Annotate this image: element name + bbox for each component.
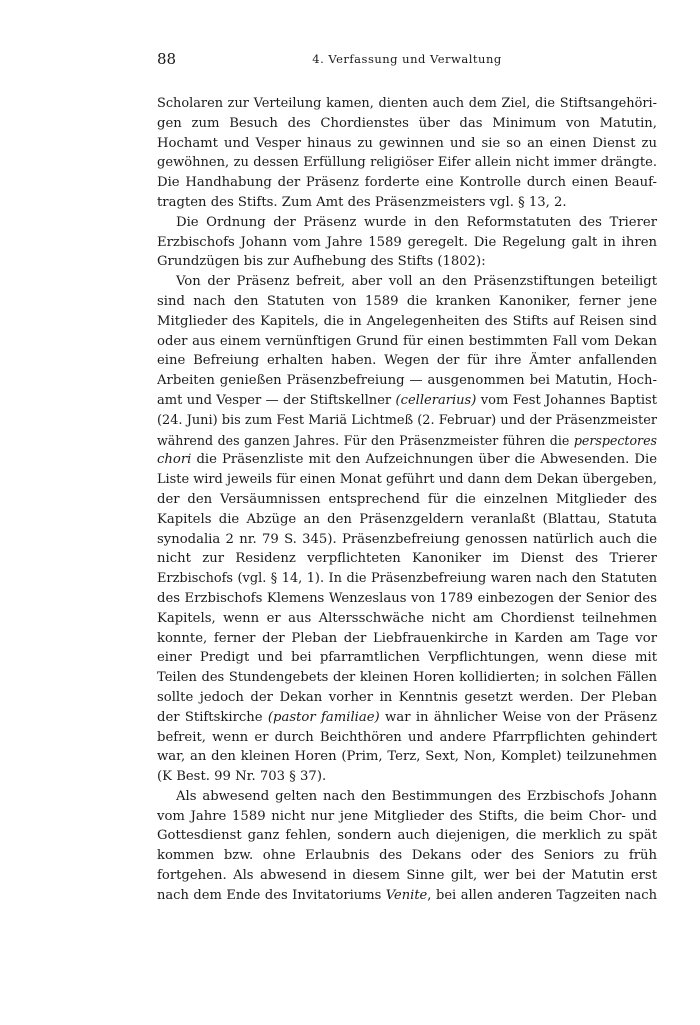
- text-segment: der den Versäumnissen entsprechend für die einzelnen Mitglieder des: [157, 491, 657, 507]
- text-line: [157, 292, 657, 312]
- text-segment: Liste wird jeweils für einen Monat geführt und dann dem Dekan übergeben,: [157, 472, 657, 488]
- text-line: [157, 866, 657, 886]
- text-line: [157, 312, 657, 332]
- text-segment: Grundzügen bis zur Aufhebung des Stifts (1802):: [157, 254, 486, 270]
- running-head: 4. Verfassung und Verwaltung: [312, 52, 502, 66]
- text-segment: fortgehen. Als abwesend in diesem Sinne gilt, wer bei der Matutin erst: [157, 868, 657, 884]
- text-segment: tragten des Stifts. Zum Amt des Präsenzmeisters vgl. § 13, 2.: [157, 194, 567, 210]
- body-text: [157, 94, 657, 906]
- text-line: [157, 450, 657, 470]
- text-segment: Scholaren zur Verteilung kamen, dienten auch dem Ziel, die Stiftsangehöri-: [157, 96, 657, 111]
- text-line: [157, 490, 657, 510]
- text-segment: einer Predigt und bei pfarramtlichen Verpflichtungen, wenn diese mit: [157, 650, 657, 666]
- text-segment: Erzbischofs (vgl. § 14, 1). In die Präsenzbefreiung waren nach den Statuten: [157, 571, 657, 587]
- text-line: [157, 371, 657, 391]
- text-line: [157, 391, 657, 411]
- text-line: [157, 470, 657, 490]
- text-segment: Hochamt und Vesper hinaus zu gewinnen und sie so an einen Dienst zu: [157, 135, 657, 151]
- text-segment: (K Best. 99 Nr. 703 § 37).: [157, 769, 327, 785]
- text-line: [157, 411, 657, 431]
- text-line: [157, 629, 657, 649]
- text-segment: (cellerarius): [395, 392, 477, 408]
- text-line: [157, 747, 657, 767]
- text-line: [157, 886, 657, 906]
- text-line: [157, 807, 657, 827]
- text-segment: Kapitels die Abzüge an den Präsenzgeldern veranlaßt (Blattau, Statuta: [157, 511, 657, 527]
- text-segment: der Stiftskirche: [157, 709, 268, 725]
- text-segment: (pastor familiae): [267, 709, 380, 725]
- text-line: [157, 153, 657, 173]
- text-line: [157, 688, 657, 708]
- text-line: [157, 728, 657, 748]
- text-line: [157, 708, 657, 728]
- text-segment: gen zum Besuch des Chordienstes über das Minimum von Matutin,: [157, 115, 657, 131]
- text-line: [157, 173, 657, 193]
- text-segment: die Präsenzliste mit den Aufzeichnungen über die Abwesenden. Die: [191, 452, 657, 468]
- text-segment: synodalia 2 nr. 79 S. 345). Präsenzbefreiung genossen natürlich auch die: [157, 531, 657, 547]
- text-line: [157, 787, 657, 807]
- text-line: [157, 609, 657, 629]
- page-number: 88: [157, 50, 177, 68]
- text-segment: Von der Präsenz befreit, aber voll an den Präsenzstiftungen beteiligt: [176, 274, 657, 290]
- text-segment: nach dem Ende des Invitatoriums: [157, 887, 386, 903]
- text-segment: Gottesdienst ganz fehlen, sondern auch diejenigen, die merklich zu spät: [157, 828, 657, 844]
- text-segment: nicht zur Residenz verpflichteten Kanoniker im Dienst des Trierer: [157, 551, 657, 567]
- text-line: [157, 134, 657, 154]
- text-segment: gewöhnen, zu dessen Erfüllung religiöser Eifer allein nicht immer drängte.: [157, 155, 657, 171]
- text-line: [157, 114, 657, 134]
- text-segment: des Erzbischofs Klemens Wenzeslaus von 1789 einbezogen der Senior des: [157, 590, 657, 606]
- text-segment: eine Befreiung erhalten haben. Wegen der für ihre Ämter anfallenden: [157, 353, 657, 369]
- text-line: [157, 589, 657, 609]
- page-header: [157, 50, 657, 72]
- text-segment: chori: [157, 452, 192, 468]
- text-line: [157, 351, 657, 371]
- text-segment: Als abwesend gelten nach den Bestimmungen des Erzbischofs Johann: [176, 788, 657, 804]
- text-line: [157, 94, 657, 114]
- text-line: [157, 549, 657, 569]
- text-segment: oder aus einem vernünftigen Grund für einen bestimmten Fall vom Dekan: [157, 333, 657, 349]
- text-segment: kommen bzw. ohne Erlaubnis des Dekans oder des Seniors zu früh: [157, 848, 657, 864]
- text-line: [157, 510, 657, 530]
- text-line: [157, 431, 657, 451]
- text-segment: Die Ordnung der Präsenz wurde in den Reformstatuten des Trierer: [176, 214, 657, 230]
- text-segment: Venite: [385, 887, 428, 903]
- text-segment: perspectores: [573, 432, 657, 448]
- document-page: [157, 50, 657, 906]
- text-line: [157, 569, 657, 589]
- text-line: [157, 332, 657, 352]
- text-segment: Kapitels, wenn er aus Altersschwäche nicht am Chordienst teilnehmen: [157, 610, 657, 626]
- text-segment: vom Jahre 1589 nicht nur jene Mitglieder des Stifts, die beim Chor- und: [157, 808, 657, 824]
- text-line: [157, 826, 657, 846]
- text-segment: Teilen des Stundengebets der kleinen Horen kollidierten; in solchen Fällen: [157, 670, 657, 686]
- text-segment: war in ähnlicher Weise von der Präsenz: [379, 709, 657, 725]
- text-segment: amt und Vesper — der Stiftskellner: [157, 392, 396, 408]
- text-line: [157, 252, 657, 272]
- text-segment: vom Fest Johannes Baptist: [476, 392, 657, 408]
- text-segment: Erzbischofs Johann vom Jahre 1589 geregelt. Die Regelung galt in ihren: [157, 234, 657, 250]
- text-segment: Die Handhabung der Präsenz forderte eine Kontrolle durch einen Beauf-: [157, 175, 657, 191]
- text-line: [157, 272, 657, 292]
- text-segment: sind nach den Statuten von 1589 die kranken Kanoniker, ferner jene: [157, 293, 657, 309]
- text-segment: Arbeiten genießen Präsenzbefreiung — ausgenommen bei Matutin, Hoch-: [157, 373, 657, 389]
- text-segment: Mitglieder des Kapitels, die in Angelegenheiten des Stifts auf Reisen sind: [157, 313, 657, 329]
- text-line: [157, 193, 657, 213]
- text-segment: (24. Juni) bis zum Fest Mariä Lichtmeß (2. Februar) und der Präsenzmeister: [157, 412, 657, 428]
- text-line: [157, 530, 657, 550]
- text-segment: konnte, ferner der Pleban der Liebfrauenkirche in Karden am Tage vor: [157, 630, 657, 646]
- text-line: [157, 648, 657, 668]
- text-line: [157, 213, 657, 233]
- text-line: [157, 767, 657, 787]
- text-segment: sollte jedoch der Dekan vorher in Kenntnis gesetzt werden. Der Pleban: [157, 689, 657, 705]
- text-line: [157, 846, 657, 866]
- text-line: [157, 233, 657, 253]
- text-segment: , bei allen anderen Tagzeiten nach: [427, 887, 657, 903]
- text-segment: während des ganzen Jahres. Für den Präsenzmeister führen die: [157, 432, 574, 448]
- text-segment: befreit, wenn er durch Beichthören und andere Pfarrpflichten gehindert: [157, 729, 657, 745]
- text-line: [157, 668, 657, 688]
- text-segment: war, an den kleinen Horen (Prim, Terz, Sext, Non, Komplet) teilzunehmen: [157, 749, 657, 765]
